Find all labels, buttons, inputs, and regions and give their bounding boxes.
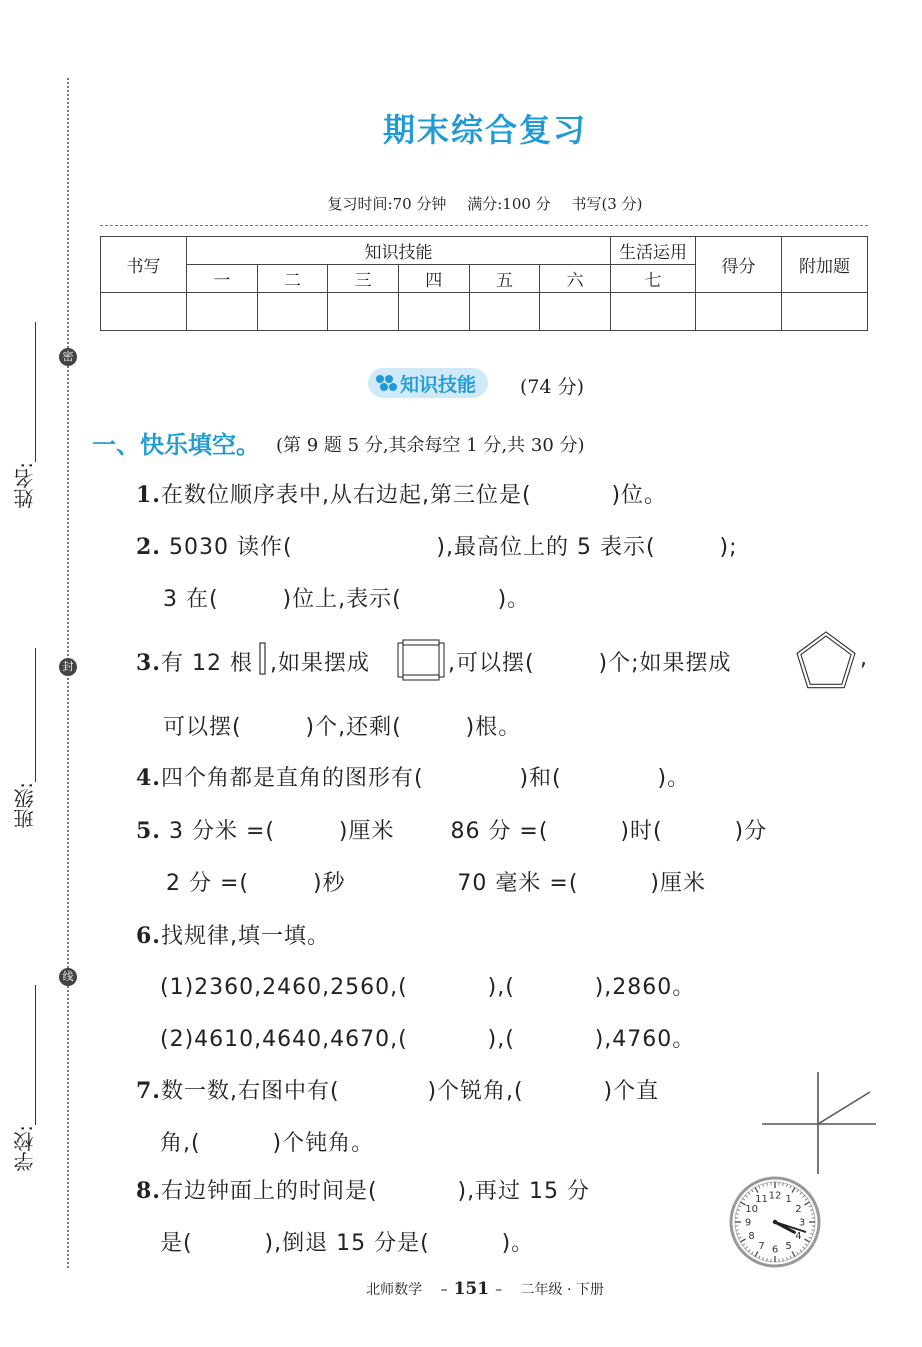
score-cell[interactable] — [328, 293, 399, 331]
sub-col: 六 — [540, 265, 611, 293]
section-badge — [368, 368, 488, 398]
seal-mi: 密 — [59, 348, 77, 366]
col-extra: 附加题 — [782, 237, 868, 293]
class-line — [35, 648, 36, 782]
question-6-1: (1)2360,2460,2560,( ),( ),2860。 — [160, 975, 696, 1000]
score-cell[interactable] — [611, 293, 696, 331]
seal-xian: 线 — [59, 968, 77, 986]
question-8-line2: 是( ),倒退 15 分是( )。 — [160, 1231, 535, 1256]
page-number: 151 — [453, 1279, 490, 1299]
clock-number: 6 — [771, 1244, 779, 1256]
meta-writing: 书写(3 分) — [571, 195, 643, 213]
clock-number: 7 — [758, 1240, 765, 1252]
score-table — [100, 236, 868, 331]
clock-number: 9 — [744, 1217, 752, 1229]
question-2: 2. 5030 读作( ),最高位上的 5 表示( ); — [136, 534, 738, 560]
question-6: 6.找规律,填一填。 — [136, 923, 330, 949]
question-2-line2: 3 在( )位上,表示( )。 — [163, 587, 531, 612]
sub-col: 七 — [611, 265, 696, 293]
clock-number: 3 — [798, 1217, 806, 1229]
class-label: 班级: — [13, 782, 37, 829]
name-line — [35, 322, 36, 462]
exam-meta — [0, 193, 922, 214]
page-title: 期末综合复习 — [382, 111, 587, 149]
question-7-line2: 角,( )个钝角。 — [160, 1131, 375, 1156]
question-1: 1.在数位顺序表中,从右边起,第三位是( )位。 — [136, 482, 668, 508]
clock-number: 1 — [785, 1194, 792, 1206]
sub-col: 一 — [187, 265, 258, 293]
score-cell[interactable] — [540, 293, 611, 331]
header-divider — [100, 225, 868, 226]
question-3-line2: 可以摆( )个,还剩( )根。 — [163, 715, 522, 740]
question-6-2: (2)4610,4640,4670,( ),( ),4760。 — [160, 1027, 696, 1052]
clock-center — [773, 1220, 777, 1224]
score-cell[interactable] — [696, 293, 782, 331]
score-cell[interactable] — [187, 293, 258, 331]
score-cell[interactable] — [101, 293, 187, 331]
section-label: 知识技能 — [400, 373, 477, 396]
question-3: 3.有 12 根 — [136, 650, 253, 676]
col-knowledge: 知识技能 — [187, 237, 611, 265]
part-note: (第 9 题 5 分,其余每空 1 分,共 30 分) — [276, 435, 585, 456]
question-4: 4.四个角都是直角的图形有( )和( )。 — [136, 765, 691, 791]
score-cell[interactable] — [257, 293, 328, 331]
clock-number: 8 — [748, 1231, 755, 1242]
question-3-part2: ,可以摆( )个;如果摆成 — [448, 651, 732, 676]
question-3-comma: , — [860, 646, 868, 671]
section-points: (74 分) — [520, 376, 585, 398]
question-8: 8.右边钟面上的时间是( ),再过 15 分 — [136, 1178, 591, 1204]
clock-icon — [728, 1175, 822, 1269]
seal-feng: 封 — [59, 658, 77, 676]
clock-number: 4 — [795, 1231, 802, 1242]
col-writing: 书写 — [101, 237, 187, 293]
question-5-line2: 2 分 =( )秒 70 毫米 =( )厘米 — [166, 871, 706, 896]
question-3-part: ,如果摆成 — [270, 651, 370, 676]
school-label: 学校: — [13, 1125, 37, 1172]
pentagon-sticks-icon — [795, 630, 857, 690]
col-score: 得分 — [696, 237, 782, 293]
score-cell[interactable] — [469, 293, 540, 331]
footer-subject: 北师数学 — [366, 1282, 423, 1298]
sub-col: 二 — [257, 265, 328, 293]
sub-col: 四 — [398, 265, 469, 293]
col-life: 生活运用 — [611, 237, 696, 265]
meta-time: 复习时间:70 分钟 — [327, 195, 447, 213]
question-5: 5. 3 分米 =( )厘米 86 分 =( )时( )分 — [136, 818, 768, 844]
angle-figure — [762, 1072, 878, 1176]
clock-number: 11 — [755, 1194, 768, 1206]
meta-full: 满分:100 分 — [467, 195, 551, 213]
sub-col: 五 — [469, 265, 540, 293]
clock-number: 5 — [785, 1240, 792, 1252]
square-sticks-icon — [397, 638, 445, 682]
name-label: 姓名: — [13, 462, 37, 509]
score-cell[interactable] — [398, 293, 469, 331]
score-cell[interactable] — [782, 293, 868, 331]
sub-col: 三 — [328, 265, 399, 293]
dots-icon — [374, 372, 400, 394]
page-footer: 北师数学 – 151 – 二年级 · 下册 — [366, 1279, 604, 1299]
clock-number: 12 — [768, 1190, 782, 1202]
part-heading: 一、快乐填空。 — [92, 431, 260, 459]
clock-number: 10 — [745, 1204, 758, 1215]
stick-icon — [258, 642, 268, 676]
question-7: 7.数一数,右图中有( )个锐角,( )个直 — [136, 1078, 660, 1104]
footer-grade: 二年级 · 下册 — [520, 1282, 604, 1298]
clock-number: 2 — [795, 1204, 802, 1215]
school-line — [35, 985, 36, 1125]
